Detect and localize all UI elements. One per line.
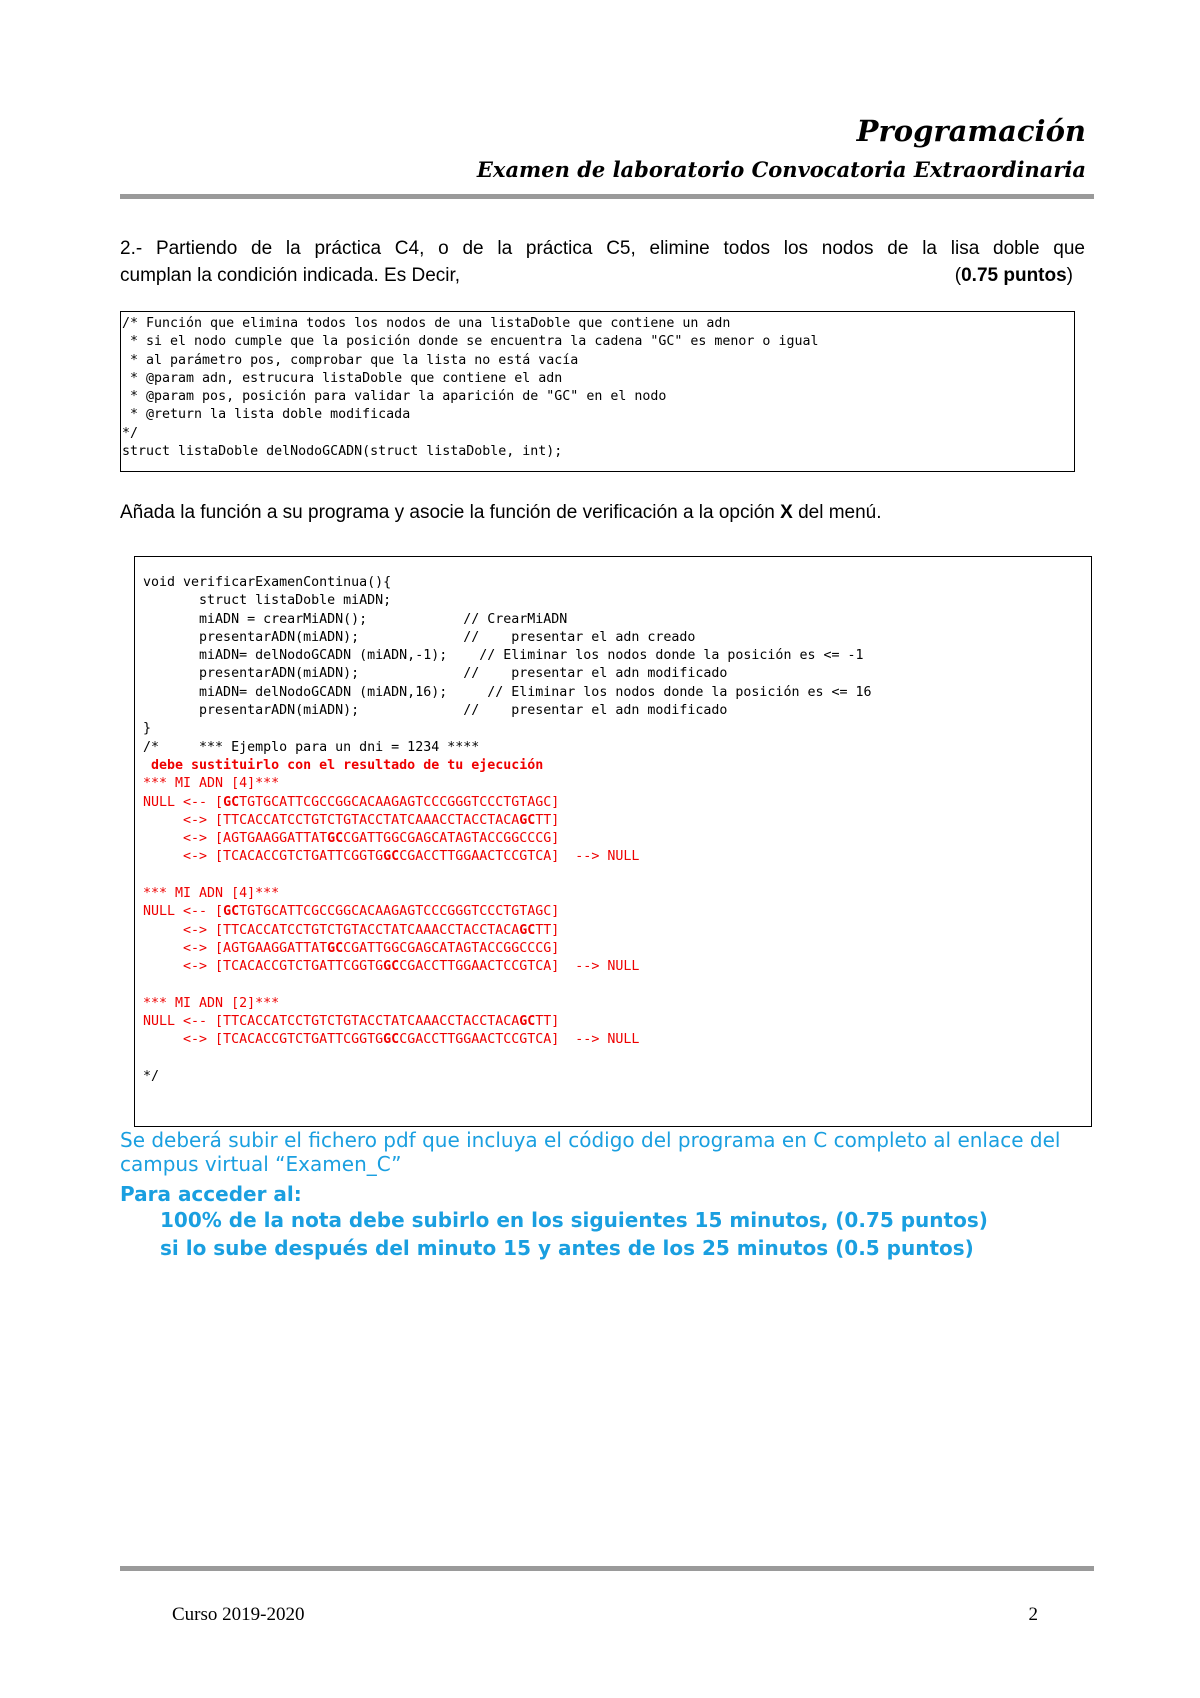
- adn-row: [135, 831, 559, 846]
- gc-highlight: GC: [519, 1014, 536, 1030]
- adn-row: [135, 923, 559, 938]
- adn-sequence: CGACCTTGGAACTCCGTCA] --> NULL: [399, 959, 640, 975]
- gc-highlight: GC: [223, 904, 240, 920]
- verify-code-line: /* *** Ejemplo para un dni = 1234 ****: [135, 739, 480, 755]
- function-spec-box: [120, 311, 1075, 472]
- gc-highlight: GC: [383, 849, 400, 865]
- adn-sequence: <-> [TCACACCGTCTGATTCGGTG: [135, 1032, 384, 1048]
- adn-sequence: TT]: [535, 812, 560, 828]
- question-line-2-text: cumplan la condición indicada. Es Decir,: [120, 265, 461, 286]
- adn-sequence: CGACCTTGGAACTCCGTCA] --> NULL: [399, 849, 640, 865]
- submission-text: Se deberá subir el fichero pdf que incluya el código del programa en C completo al enlace del campus virtual “Examen_C”: [120, 1128, 1061, 1176]
- gc-highlight: GC: [519, 812, 536, 828]
- instruction-text: Añada la función a su programa y asocie la función de verificación a la opción X del menú.: [120, 502, 882, 523]
- adn-sequence: NULL <-- [: [135, 794, 224, 810]
- verify-code-line: presentarADN(miADN); // presentar el adn modificado: [135, 703, 728, 719]
- adn-sequence: TT]: [535, 1014, 560, 1030]
- spec-code-line: * @param adn, estrucura listaDoble que contiene el adn: [122, 370, 563, 386]
- adn-sequence: TGTGCATTCGCCGGCACAAGAGTCCCGGGTCCCTGTAGC]: [239, 904, 560, 920]
- example-output: [135, 775, 1091, 1086]
- spec-code-line: * @param pos, posición para validar la aparición de "GC" en el nodo: [122, 389, 667, 405]
- adn-row: [135, 1014, 559, 1029]
- question-points: (0.75 puntos): [954, 265, 1073, 286]
- adn-heading: *** MI ADN [4]***: [135, 886, 280, 902]
- access-line-full: 100% de la nota debe subirlo en los siguientes 15 minutos, (0.75 puntos): [160, 1208, 988, 1232]
- example-note: debe sustituirlo con el resultado de tu ejecución: [135, 757, 544, 773]
- adn-row: [135, 941, 559, 956]
- question-line-1: 2.- Partiendo de la práctica C4, o de la práctica C5, elimine todos los nodos de la lisa doble que: [120, 238, 1085, 259]
- adn-sequence: <-> [TTCACCATCCTGTCTGTACCTATCAAACCTACCTACA: [135, 812, 520, 828]
- header-rule: [120, 194, 1094, 199]
- adn-sequence: <-> [AGTGAAGGATTAT: [135, 940, 328, 956]
- adn-sequence: <-> [TTCACCATCCTGTCTGTACCTATCAAACCTACCTACA: [135, 922, 520, 938]
- verify-code-line: struct listaDoble miADN;: [135, 593, 392, 609]
- adn-row: [135, 904, 559, 919]
- verify-function-code: [135, 574, 1091, 757]
- adn-sequence: TT]: [535, 922, 560, 938]
- adn-sequence: <-> [TCACACCGTCTGATTCGGTG: [135, 849, 384, 865]
- adn-row: [135, 849, 639, 864]
- footer-page-number: 2: [1028, 1604, 1038, 1625]
- adn-sequence: NULL <-- [TTCACCATCCTGTCTGTACCTATCAAACCTACCTACA: [135, 1014, 520, 1030]
- spec-code-line: */: [122, 425, 139, 441]
- spec-code-line: * al parámetro pos, comprobar que la lista no está vacía: [122, 352, 579, 368]
- adn-row: [135, 959, 639, 974]
- comment-close: */: [135, 1069, 160, 1085]
- verify-function-box: [134, 556, 1092, 1127]
- question-line-2: [120, 262, 1085, 289]
- verify-code-line: miADN= delNodoGCADN (miADN,-1); // Eliminar los nodos donde la posición es <= -1: [135, 648, 864, 664]
- spec-code-line: * @return la lista doble modificada: [122, 407, 411, 423]
- gc-highlight: GC: [223, 794, 240, 810]
- adn-heading: *** MI ADN [2]***: [135, 995, 280, 1011]
- gc-highlight: GC: [383, 1032, 400, 1048]
- spec-code-line: /* Función que elimina todos los nodos de una listaDoble que contiene un adn: [122, 316, 731, 331]
- adn-sequence: NULL <-- [: [135, 904, 224, 920]
- adn-sequence: CGACCTTGGAACTCCGTCA] --> NULL: [399, 1032, 640, 1048]
- adn-sequence: CGATTGGCGAGCATAGTACCGGCCCG]: [343, 831, 560, 847]
- adn-sequence: CGATTGGCGAGCATAGTACCGGCCCG]: [343, 940, 560, 956]
- verify-code-line: }: [135, 721, 152, 737]
- adn-row: [135, 813, 559, 828]
- footer-rule: [120, 1566, 1094, 1571]
- adn-row: [135, 795, 559, 810]
- adn-sequence: TGTGCATTCGCCGGCACAAGAGTCCCGGGTCCCTGTAGC]: [239, 794, 560, 810]
- adn-sequence: <-> [TCACACCGTCTGATTCGGTG: [135, 959, 384, 975]
- verify-code-line: presentarADN(miADN); // presentar el adn modificado: [135, 666, 728, 682]
- adn-heading: *** MI ADN [4]***: [135, 776, 280, 792]
- gc-highlight: GC: [327, 831, 344, 847]
- header-subtitle: Examen de laboratorio Convocatoria Extraordinaria: [476, 157, 1086, 182]
- question-paragraph: [120, 235, 1085, 289]
- header-title: Programación: [856, 114, 1086, 148]
- gc-highlight: GC: [327, 940, 344, 956]
- verify-code-line: miADN= delNodoGCADN (miADN,16); // Eliminar los nodos donde la posición es <= 16: [135, 684, 872, 700]
- gc-highlight: GC: [519, 922, 536, 938]
- access-label: Para acceder al:: [120, 1182, 302, 1206]
- verify-code-line: miADN = crearMiADN(); // CrearMiADN: [135, 611, 568, 627]
- verify-code-line: presentarADN(miADN); // presentar el adn creado: [135, 629, 696, 645]
- adn-row: [135, 1032, 639, 1047]
- verify-code-line: void verificarExamenContinua(){: [135, 575, 392, 590]
- gc-highlight: GC: [383, 959, 400, 975]
- access-line-late: si lo sube después del minuto 15 y antes de los 25 minutos (0.5 puntos): [160, 1236, 974, 1260]
- spec-code-line: struct listaDoble delNodoGCADN(struct listaDoble, int);: [122, 444, 563, 460]
- spec-code-line: * si el nodo cumple que la posición donde se encuentra la cadena "GC" es menor o igual: [122, 334, 819, 350]
- footer-course: Curso 2019-2020: [172, 1604, 305, 1625]
- adn-sequence: <-> [AGTGAAGGATTAT: [135, 831, 328, 847]
- function-spec-code: [122, 315, 1074, 461]
